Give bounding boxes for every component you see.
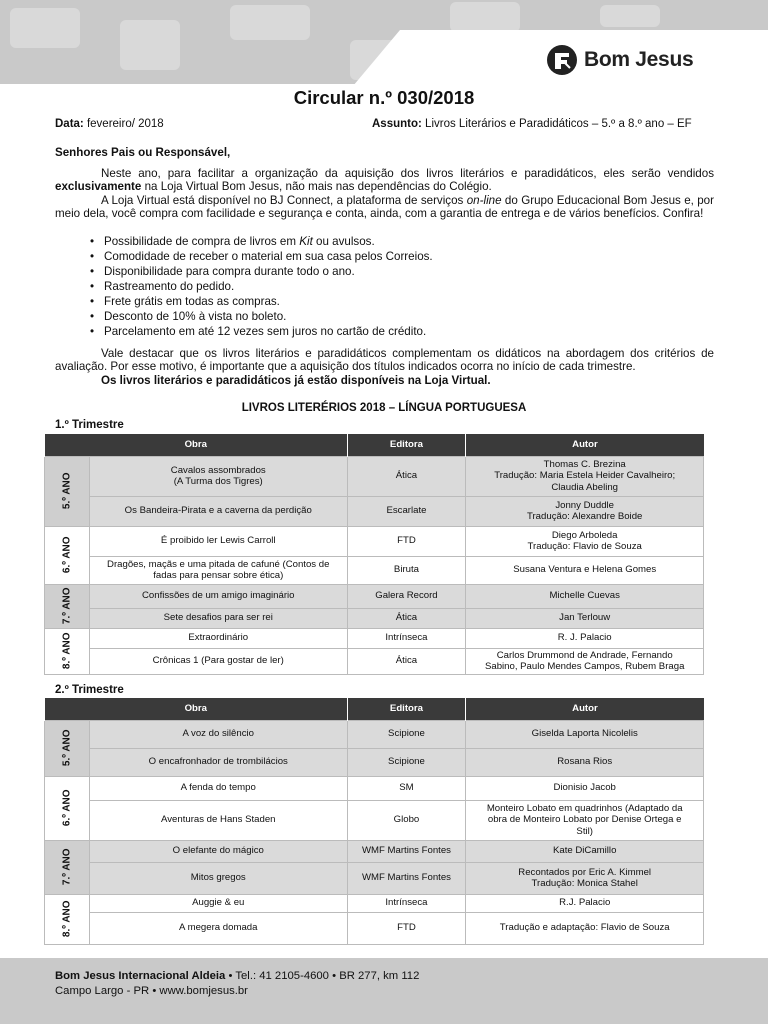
table-row: 7.º ANO Confissões de um amigo imaginário Galera Record Michelle Cuevas — [45, 584, 704, 608]
list-item: • Rastreamento do pedido. — [104, 279, 433, 294]
trimester-2-label: 2.º Trimestre — [55, 684, 124, 696]
footer-line-1 — [55, 969, 419, 984]
year-cell: 7.º ANO — [45, 584, 90, 628]
col-autor: Autor — [466, 434, 704, 456]
table-row: Crônicas 1 (Para gostar de ler) Ática Carlos Drummond de Andrade, Fernando Sabino, Paulo Mendes Campos, Rubem Braga — [45, 648, 704, 674]
table-row: 7.º ANO O elefante do mágico WMF Martins Fontes Kate DiCamillo — [45, 840, 704, 862]
table-row: 5.º ANO Cavalos assombrados (A Turma dos Tigres) Ática Thomas C. Brezina Tradução: Maria Estela Heider Cavalheiro; Claudia Abeling — [45, 456, 704, 496]
footer-contact: • Tel.: 41 2105-4600 • BR 277, km 112 — [225, 970, 420, 982]
footer-line-2: Campo Largo - PR • www.bomjesus.br — [55, 984, 248, 997]
paragraph-1 — [55, 167, 714, 194]
list-item: • Comodidade de receber o material em sua casa pelos Correios. — [104, 249, 433, 264]
year-cell: 6.º ANO — [45, 776, 90, 840]
p1-text-a: Neste ano, para facilitar a organização da aquisição dos livros literários e paradidáticos, eles serão vendidos — [101, 167, 714, 180]
paragraph-2 — [55, 194, 714, 221]
table-row: Sete desafios para ser rei Ática Jan Terlouw — [45, 608, 704, 628]
subject-label: Assunto: — [372, 118, 422, 130]
page-title: Circular n.º 030/2018 — [293, 87, 475, 108]
date-line — [55, 118, 164, 130]
table-row: 5.º ANO A voz do silêncio Scipione Giselda Laporta Nicolelis — [45, 720, 704, 748]
table-row: 6.º ANO É proibido ler Lewis Carroll FTD Diego Arboleda Tradução: Flavio de Souza — [45, 526, 704, 556]
p1-bold: exclusivamente — [55, 180, 142, 194]
col-obra: Obra — [45, 434, 348, 456]
table-header — [45, 698, 704, 720]
table-row: O encafronhador de trombilácios Scipione Rosana Rios — [45, 748, 704, 776]
p2-text-a: A Loja Virtual está disponível no BJ Connect, a plataforma de serviços — [101, 194, 467, 207]
table-row: Aventuras de Hans Staden Globo Monteiro Lobato em quadrinhos (Adaptado da obra de Monteiro Lobato por Denise Ortega e Stil) — [45, 800, 704, 840]
table-row: Mitos gregos WMF Martins Fontes Recontados por Eric A. Kimmel Tradução: Monica Stahel — [45, 862, 704, 894]
col-editora: Editora — [347, 698, 466, 720]
globe-logo-icon — [546, 44, 578, 76]
subject-value: Livros Literários e Paradidáticos – 5.º a 8.º ano – EF — [425, 118, 692, 130]
col-autor: Autor — [466, 698, 704, 720]
trimester-1-table — [44, 434, 704, 675]
table-row: 6.º ANO A fenda do tempo SM Dionisio Jacob — [45, 776, 704, 800]
year-cell: 5.º ANO — [45, 720, 90, 776]
paragraph-3: Vale destacar que os livros literários e paradidáticos complementam os didáticos na abordagem dos critérios de avaliação. Por esse motivo, é importante que a aquisição dos títulos indicados ocorra no início de cada trimestre. — [55, 347, 714, 374]
year-cell: 6.º ANO — [45, 526, 90, 584]
footer-org: Bom Jesus Internacional Aldeia — [55, 970, 226, 982]
list-item: • Frete grátis em todas as compras. — [104, 294, 433, 309]
year-cell: 5.º ANO — [45, 456, 90, 526]
year-cell: 8.º ANO — [45, 628, 90, 674]
date-value: fevereiro/ 2018 — [86, 118, 164, 130]
list-item: • Desconto de 10% à vista no boleto. — [104, 309, 433, 324]
greeting: Senhores Pais ou Responsável, — [55, 146, 231, 159]
table-row: A megera domada FTD Tradução e adaptação: Flavio de Souza — [45, 912, 704, 944]
col-obra: Obra — [45, 698, 348, 720]
brand-name: Bom Jesus — [584, 48, 694, 71]
section-title: LIVROS LITERÉRIOS 2018 – LÍNGUA PORTUGUESA — [241, 402, 527, 414]
list-item: • Possibilidade de compra de livros em Kit ou avulsos. — [104, 234, 433, 249]
year-cell: 8.º ANO — [45, 894, 90, 944]
benefits-list — [104, 234, 433, 339]
table-row: Os Bandeira-Pirata e a caverna da perdição Escarlate Jonny Duddle Tradução: Alexandre Boide — [45, 496, 704, 526]
table-row: 8.º ANO Extraordinário Intrínseca R. J. Palacio — [45, 628, 704, 648]
p1-text-b: na Loja Virtual Bom Jesus, não mais nas dependências do Colégio. — [141, 180, 492, 194]
footer — [55, 969, 419, 998]
col-editora: Editora — [347, 434, 466, 456]
date-label: Data: — [55, 118, 84, 130]
year-cell: 7.º ANO — [45, 840, 90, 894]
subject-line — [372, 118, 692, 130]
p2-text-b: do Grupo Educacional Bom Jesus e, por meio dela, você compra com facilidade e segurança e conta, ainda, com a garantia de entrega e de vários benefícios. Confira! — [55, 194, 714, 221]
table-row: Dragões, maçãs e uma pitada de cafuné (Contos de fadas para pensar sobre ética) Biruta Susana Ventura e Helena Gomes — [45, 556, 704, 584]
trimester-1-label: 1.º Trimestre — [55, 419, 124, 431]
table-header — [45, 434, 704, 456]
list-item: • Disponibilidade para compra durante todo o ano. — [104, 264, 433, 279]
paragraph-4: Os livros literários e paradidáticos já estão disponíveis na Loja Virtual. — [101, 374, 491, 387]
p2-italic: on-line — [466, 194, 502, 207]
table-row: 8.º ANO Auggie & eu Intrínseca R.J. Palacio — [45, 894, 704, 912]
list-item: • Parcelamento em até 12 vezes sem juros no cartão de crédito. — [104, 324, 433, 339]
trimester-2-table — [44, 698, 704, 945]
brand-logo — [546, 44, 693, 76]
